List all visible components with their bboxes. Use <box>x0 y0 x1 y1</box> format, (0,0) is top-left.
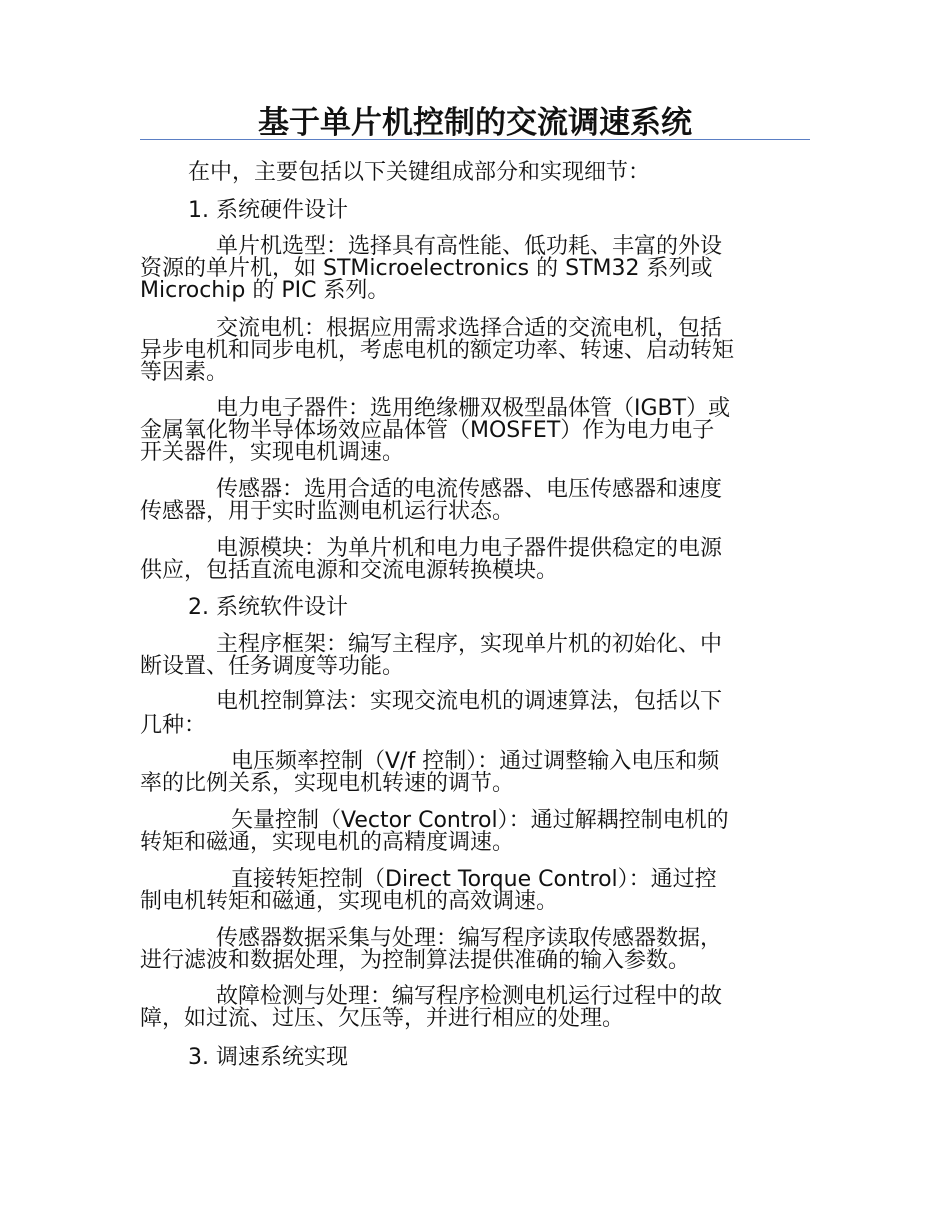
paragraph-fault-detection <box>140 986 820 1030</box>
paragraph-line: 故障检测与处理：编写程序检测电机运行过程中的故 <box>216 984 723 1009</box>
paragraph-line: 制电机转矩和磁通，实现电机的高效调速。 <box>140 889 559 914</box>
paragraph-line: 开关器件，实现电机调速。 <box>140 440 405 465</box>
paragraph-control-algorithm <box>140 691 820 737</box>
paragraph-power-electronics <box>140 398 820 464</box>
paragraph-power-module <box>140 538 820 582</box>
paragraph-sensors <box>140 479 820 523</box>
paragraph-line: 矢量控制（Vector Control）：通过解耦控制电机的 <box>231 808 729 833</box>
paragraph-line: 交流电机：根据应用需求选择合适的交流电机，包括 <box>216 316 723 341</box>
document-title: 基于单片机控制的交流调速系统 <box>258 105 692 141</box>
paragraph-line: 主程序框架：编写主程序，实现单片机的初始化、中 <box>216 632 723 657</box>
paragraph-line: 金属氧化物半导体场效应晶体管（MOSFET）作为电力电子 <box>140 418 715 443</box>
paragraph-mcu-selection <box>140 236 820 302</box>
paragraph-line: 电机控制算法：实现交流电机的调速算法，包括以下 <box>216 689 723 714</box>
section-heading-software: 2. 系统软件设计 <box>188 595 348 620</box>
paragraph-ac-motor <box>140 318 820 384</box>
paragraph-line: 传感器数据采集与处理：编写程序读取传感器数据， <box>216 926 723 951</box>
paragraph-line: 转矩和磁通，实现电机的高精度调速。 <box>140 830 515 855</box>
paragraph-main-program <box>140 634 820 678</box>
paragraph-line: 电压频率控制（V/f 控制）：通过调整输入电压和频 <box>231 749 720 774</box>
paragraph-vector-control <box>140 810 820 854</box>
paragraph-line: 电源模块：为单片机和电力电子器件提供稳定的电源 <box>216 536 723 561</box>
paragraph-line: Microchip 的 PIC 系列。 <box>140 278 390 303</box>
paragraph-line: 异步电机和同步电机，考虑电机的额定功率、转速、启动转矩 <box>140 338 735 363</box>
paragraph-line: 几种： <box>140 713 207 738</box>
section-heading-hardware: 1. 系统硬件设计 <box>188 198 348 223</box>
paragraph-line: 传感器：选用合适的电流传感器、电压传感器和速度 <box>216 477 723 502</box>
paragraph-line: 传感器，用于实时监测电机运行状态。 <box>140 499 515 524</box>
paragraph-line: 断设置、任务调度等功能。 <box>140 654 405 679</box>
paragraph-sensor-data <box>140 928 820 972</box>
paragraph-line: 率的比例关系，实现电机转速的调节。 <box>140 771 515 796</box>
intro-text: 在中，主要包括以下关键组成部分和实现细节： <box>188 160 651 185</box>
section-heading-implementation: 3. 调速系统实现 <box>188 1045 348 1070</box>
paragraph-direct-torque-control <box>140 869 820 913</box>
title-underline <box>140 139 810 140</box>
paragraph-line: 直接转矩控制（Direct Torque Control）：通过控 <box>231 867 717 892</box>
paragraph-vf-control <box>140 751 820 795</box>
paragraph-line: 资源的单片机，如 STMicroelectronics 的 STM32 系列或 <box>140 256 713 281</box>
paragraph-line: 电力电子器件：选用绝缘栅双极型晶体管（IGBT）或 <box>216 396 731 421</box>
paragraph-line: 单片机选型：选择具有高性能、低功耗、丰富的外设 <box>216 234 723 259</box>
paragraph-line: 进行滤波和数据处理，为控制算法提供准确的输入参数。 <box>140 948 691 973</box>
paragraph-line: 供应，包括直流电源和交流电源转换模块。 <box>140 558 559 583</box>
paragraph-line: 障，如过流、过压、欠压等，并进行相应的处理。 <box>140 1006 625 1031</box>
paragraph-line: 等因素。 <box>140 360 229 385</box>
